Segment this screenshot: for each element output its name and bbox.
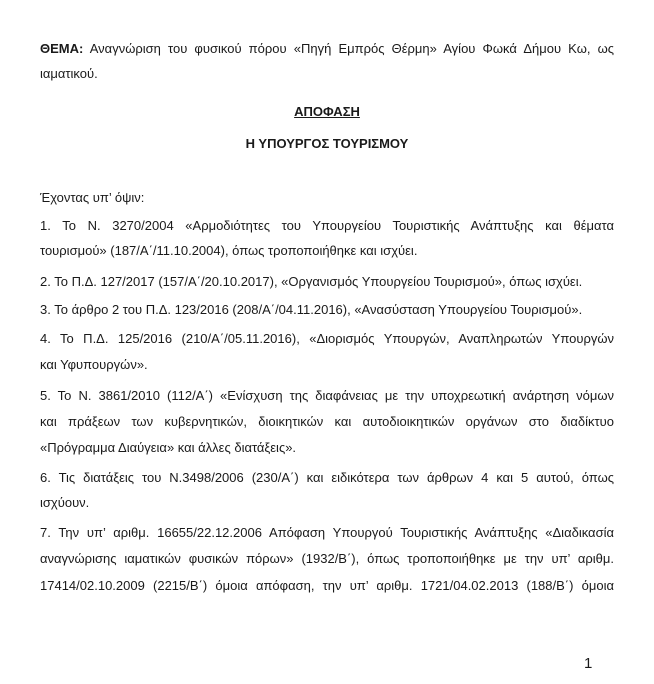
item-1-line-1: 1. Το Ν. 3270/2004 «Αρμοδιότητες του Υπουργείου Τουριστικής Ανάπτυξης και θέματα [40,218,614,233]
subject-line-1 [40,41,614,57]
decision-heading: ΑΠΟΦΑΣΗ [294,104,360,119]
item-7-line-3: 17414/02.10.2009 (2215/Β΄) όμοια απόφαση, την υπ’ αριθμ. 1721/04.02.2013 (188/Β΄) όμοια [40,578,614,593]
item-3-line-1: 3. Το άρθρο 2 του Π.Δ. 123/2016 (208/Α΄/04.11.2016), «Ανασύσταση Υπουργείου Τουρισμού». [40,302,583,317]
item-6-line-1: 6. Τις διατάξεις του Ν.3498/2006 (230/Α΄) και ειδικότερα των άρθρων 4 και 5 αυτού, όπως [40,470,614,485]
item-7-line-1: 7. Την υπ’ αριθμ. 16655/22.12.2006 Απόφαση Υπουργού Τουριστικής Ανάπτυξης «Διαδικασία [40,525,614,540]
item-5-line-2: και πράξεων των κυβερνητικών, διοικητικών και αυτοδιοικητικών οργάνων στο διαδίκτυο [40,414,614,429]
page-number: 1 [584,655,593,672]
subject-label: ΘΕΜΑ: [40,41,84,56]
item-2-line-1: 2. Το Π.Δ. 127/2017 (157/Α΄/20.10.2017), «Οργανισμός Υπουργείου Τουρισμού», όπως ισχύει. [40,274,583,289]
item-4-line-2: και Υφυπουργών». [40,357,148,372]
item-5-line-1: 5. Το Ν. 3861/2010 (112/Α΄) «Ενίσχυση της διαφάνειας με την υποχρεωτική ανάρτηση νόμων [40,388,614,403]
item-1-line-2: τουρισμού» (187/Α΄/11.10.2004), όπως τροποποιήθηκε και ισχύει. [40,243,418,258]
intro-text: Έχοντας υπ’ όψιν: [40,190,145,205]
item-6-line-2: ισχύουν. [40,495,90,510]
item-4-line-1: 4. Το Π.Δ. 125/2016 (210/Α΄/05.11.2016), «Διορισμός Υπουργών, Αναπληρωτών Υπουργών [40,331,614,346]
item-7-line-2: αναγνώρισης ιαματικών φυσικών πόρων» (1932/Β΄), όπως τροποποιήθηκε με την υπ’ αριθμ. [40,551,614,566]
item-5-line-3: «Πρόγραμμα Διαύγεια» και άλλες διατάξεις». [40,440,297,455]
subject-text: Αναγνώριση του φυσικού πόρου «Πηγή Εμπρός Θέρμη» Αγίου Φωκά Δήμου Κω, ως [83,41,614,56]
authority-heading: Η ΥΠΟΥΡΓΟΣ ΤΟΥΡΙΣΜΟΥ [245,136,409,151]
subject-line-2: ιαματικού. [40,66,98,81]
